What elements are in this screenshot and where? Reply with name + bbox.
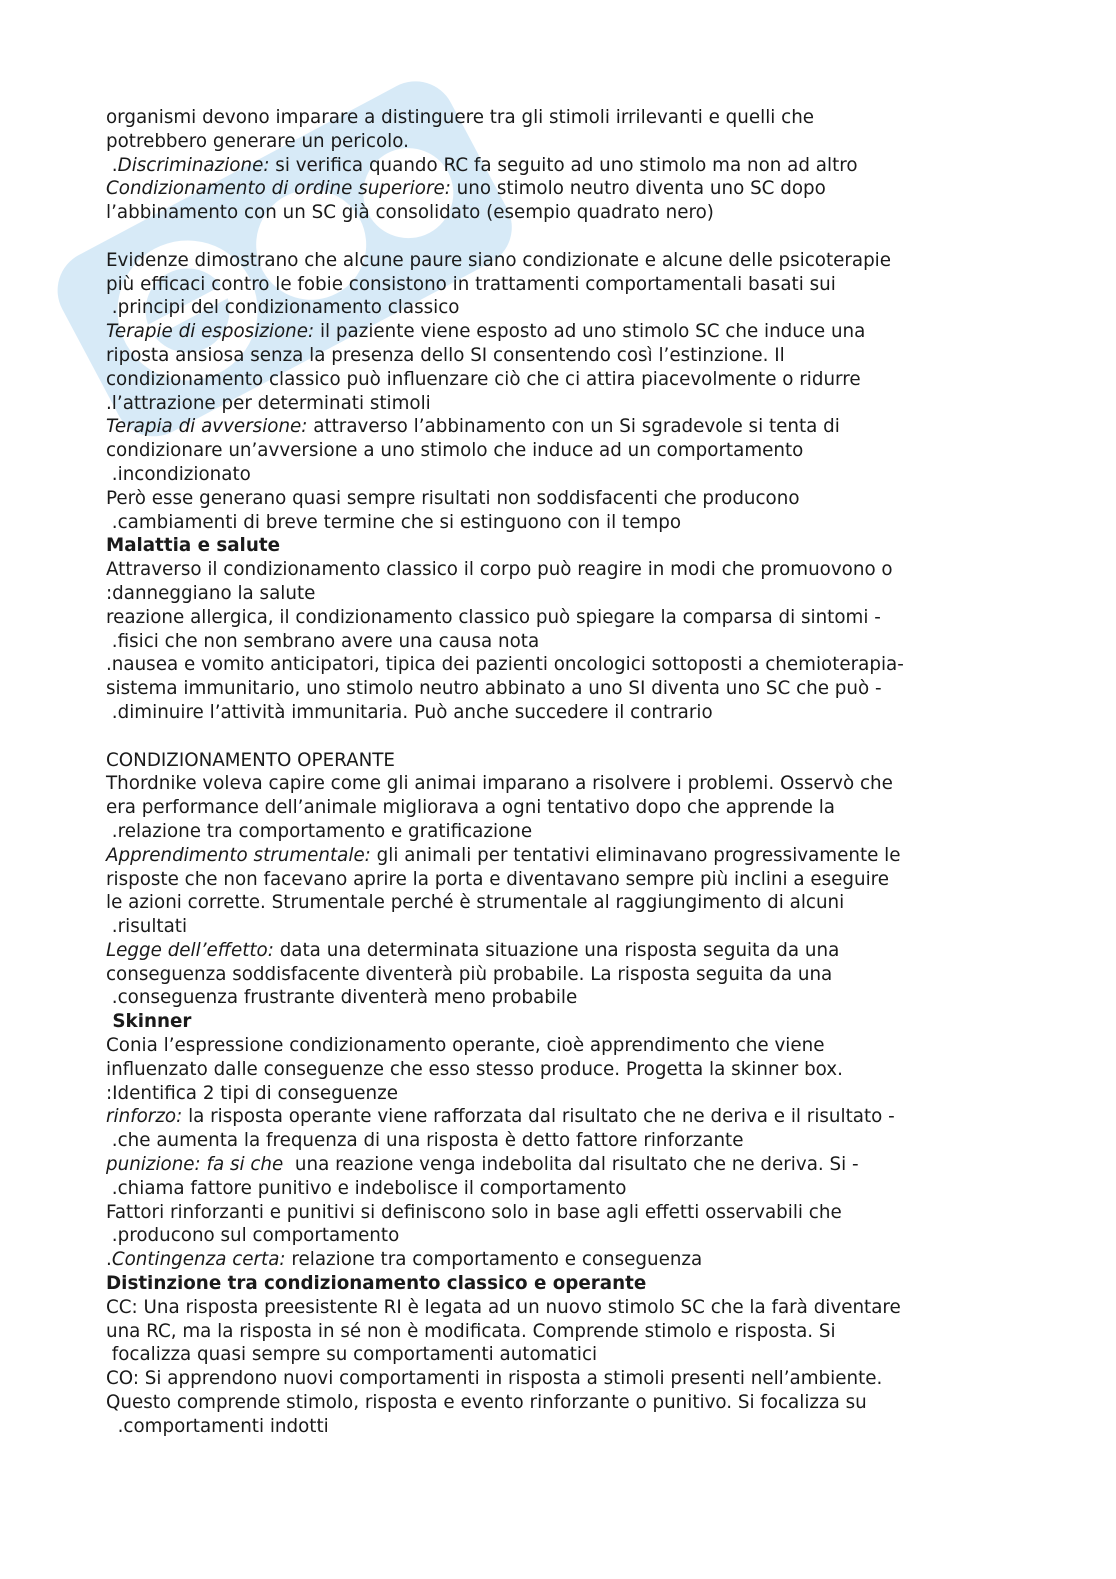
text-line <box>106 273 1006 297</box>
line-text: era performance dell’animale migliorava a ogni tentativo dopo che apprende la <box>106 797 835 819</box>
text-line <box>106 249 1006 273</box>
text-line <box>106 1224 1006 1248</box>
term-label: Apprendimento strumentale: <box>106 844 371 866</box>
text-line <box>106 106 1006 130</box>
text-line <box>106 558 1006 582</box>
text-line <box>106 653 1006 677</box>
line-text: relazione tra comportamento e conseguenza <box>285 1249 703 1271</box>
line-text: conseguenza soddisfacente diventerà più probabile. La risposta seguita da una <box>106 963 833 985</box>
text-line <box>106 1034 1006 1058</box>
section-heading <box>106 534 1006 558</box>
text-line <box>106 344 1006 368</box>
line-text: condizionare un’avversione a uno stimolo che induce ad un comportamento <box>106 440 804 462</box>
line-text: il paziente viene esposto ad uno stimolo SC che induce una <box>314 321 866 343</box>
line-text: attraverso l’abbinamento con un Si sgradevole si tenta di <box>307 416 840 438</box>
term-label: punizione: fa si che <box>106 1154 290 1176</box>
line-prefix: . <box>106 154 118 176</box>
line-text: .comportamenti indotti <box>106 1415 329 1437</box>
text-line <box>106 891 1006 915</box>
term-label: Condizionamento di ordine superiore: <box>106 178 451 200</box>
line-text: sistema immunitario, uno stimolo neutro abbinato a uno SI diventa uno SC che può - <box>106 678 882 700</box>
line-text: gli animali per tentativi eliminavano progressivamente le <box>370 844 901 866</box>
line-text: le azioni corrette. Strumentale perché è strumentale al raggiungimento di alcuni <box>106 892 845 914</box>
line-text: condizionamento classico può influenzare ciò che ci attira piacevolmente o ridurre <box>106 368 861 390</box>
heading-text: Malattia e salute <box>106 535 280 557</box>
line-text: data una determinata situazione una risposta seguita da una <box>273 939 840 961</box>
line-text: .conseguenza frustrante diventerà meno probabile <box>106 987 578 1009</box>
line-text: .fisici che non sembrano avere una causa nota <box>106 630 540 652</box>
text-line <box>106 1415 1006 1439</box>
text-line <box>106 1296 1006 1320</box>
line-text: Fattori rinforzanti e punitivi si definiscono solo in base agli effetti osservabili che <box>106 1201 842 1223</box>
text-line <box>106 630 1006 654</box>
line-text: :Identifica 2 tipi di conseguenze <box>106 1082 398 1104</box>
line-text: risposte che non facevano aprire la porta e diventavano sempre più inclini a eseguire <box>106 868 890 890</box>
line-text: .incondizionato <box>106 463 251 485</box>
text-line <box>106 606 1006 630</box>
text-line <box>106 963 1006 987</box>
text-line <box>106 844 1006 868</box>
text-line <box>106 1105 1006 1129</box>
text-line <box>106 749 1006 773</box>
line-prefix: . <box>106 1249 112 1271</box>
text-line <box>106 368 1006 392</box>
text-line <box>106 130 1006 154</box>
section-heading <box>106 1010 1006 1034</box>
term-label: rinforzo: <box>106 1106 183 1128</box>
line-text: CC: Una risposta preesistente RI è legata ad un nuovo stimolo SC che la farà diventare <box>106 1296 901 1318</box>
line-text: una RC, ma la risposta in sé non è modificata. Comprende stimolo e risposta. Si <box>106 1320 836 1342</box>
text-line <box>106 1082 1006 1106</box>
line-text: .risultati <box>106 916 188 938</box>
text-line <box>106 1153 1006 1177</box>
line-text: Questo comprende stimolo, risposta e evento rinforzante o punitivo. Si focalizza su <box>106 1392 867 1414</box>
line-text: .nausea e vomito anticipatori, tipica dei pazienti oncologici sottoposti a chemioterapia- <box>106 654 904 676</box>
term-label: Terapia di avversione: <box>106 416 308 438</box>
text-line <box>106 1129 1006 1153</box>
text-line <box>106 154 1006 178</box>
text-line <box>106 1177 1006 1201</box>
text-line <box>106 177 1006 201</box>
line-text: .principi del condizionamento classico <box>106 297 460 319</box>
heading-text: Skinner <box>106 1011 192 1033</box>
section-heading <box>106 1272 1006 1296</box>
text-line <box>106 511 1006 535</box>
line-text: .diminuire l’attività immunitaria. Può anche succedere il contrario <box>106 701 713 723</box>
text-line <box>106 1320 1006 1344</box>
text-line <box>106 820 1006 844</box>
line-text: più efficaci contro le fobie consistono in trattamenti comportamentali basati sui <box>106 273 836 295</box>
text-line <box>106 1058 1006 1082</box>
text-line <box>106 415 1006 439</box>
blank-line <box>106 725 1006 749</box>
text-line <box>106 1343 1006 1367</box>
text-line <box>106 439 1006 463</box>
line-text: l’abbinamento con un SC già consolidato (esempio quadrato nero) <box>106 202 714 224</box>
line-text: Attraverso il condizionamento classico il corpo può reagire in modi che promuovono o <box>106 559 893 581</box>
text-line <box>106 772 1006 796</box>
text-line <box>106 201 1006 225</box>
line-text: la risposta operante viene rafforzata dal risultato che ne deriva e il risultato - <box>182 1106 895 1128</box>
blank-line <box>106 225 1006 249</box>
text-line <box>106 1391 1006 1415</box>
text-line <box>106 296 1006 320</box>
text-line <box>106 1201 1006 1225</box>
line-text: Però esse generano quasi sempre risultati non soddisfacenti che producono <box>106 487 800 509</box>
line-text: si verifica quando RC fa seguito ad uno stimolo ma non ad altro <box>269 154 858 176</box>
line-text: potrebbero generare un pericolo. <box>106 130 409 152</box>
line-text: organismi devono imparare a distinguere tra gli stimoli irrilevanti e quelli che <box>106 107 815 128</box>
line-text: CONDIZIONAMENTO OPERANTE <box>106 749 395 771</box>
line-text: CO: Si apprendono nuovi comportamenti in risposta a stimoli presenti nell’ambiente. <box>106 1368 883 1390</box>
text-line <box>106 582 1006 606</box>
heading-text: Distinzione tra condizionamento classico e operante <box>106 1273 647 1295</box>
term-label: Contingenza certa: <box>111 1249 286 1271</box>
line-text: Conia l’espressione condizionamento operante, cioè apprendimento che viene <box>106 1035 825 1057</box>
line-text: Thordnike voleva capire come gli animai imparano a risolvere i problemi. Osservò che <box>106 773 893 795</box>
text-line <box>106 868 1006 892</box>
line-text: .relazione tra comportamento e gratificazione <box>106 820 533 842</box>
term-label: Legge dell’effetto: <box>106 939 274 961</box>
text-line <box>106 701 1006 725</box>
line-text: uno stimolo neutro diventa uno SC dopo <box>450 178 826 200</box>
line-text: .producono sul comportamento <box>106 1225 400 1247</box>
line-text: una reazione venga indebolita dal risultato che ne deriva. Si - <box>289 1154 859 1176</box>
line-text: Evidenze dimostrano che alcune paure siano condizionate e alcune delle psicoterapie <box>106 249 892 271</box>
line-text: focalizza quasi sempre su comportamenti automatici <box>106 1344 598 1366</box>
text-line <box>106 487 1006 511</box>
line-text: .cambiamenti di breve termine che si estinguono con il tempo <box>106 511 682 533</box>
line-text: .l’attrazione per determinati stimoli <box>106 392 431 414</box>
term-label: Discriminazione: <box>117 154 270 176</box>
text-line <box>106 1248 1006 1272</box>
text-line <box>106 677 1006 701</box>
text-line <box>106 320 1006 344</box>
text-line <box>106 986 1006 1010</box>
text-line <box>106 1367 1006 1391</box>
document-body <box>106 106 1006 1439</box>
text-line <box>106 939 1006 963</box>
text-line <box>106 392 1006 416</box>
line-text: influenzato dalle conseguenze che esso stesso produce. Progetta la skinner box. <box>106 1058 843 1080</box>
line-text: :danneggiano la salute <box>106 582 316 604</box>
text-line <box>106 463 1006 487</box>
line-text: riposta ansiosa senza la presenza dello SI consentendo così l’estinzione. Il <box>106 344 785 366</box>
term-label: Terapie di esposizione: <box>106 321 315 343</box>
text-line <box>106 915 1006 939</box>
line-text: reazione allergica, il condizionamento classico può spiegare la comparsa di sintomi - <box>106 606 881 628</box>
line-text: .che aumenta la frequenza di una risposta è detto fattore rinforzante <box>106 1130 744 1152</box>
text-line <box>106 796 1006 820</box>
line-text: .chiama fattore punitivo e indebolisce il comportamento <box>106 1177 627 1199</box>
